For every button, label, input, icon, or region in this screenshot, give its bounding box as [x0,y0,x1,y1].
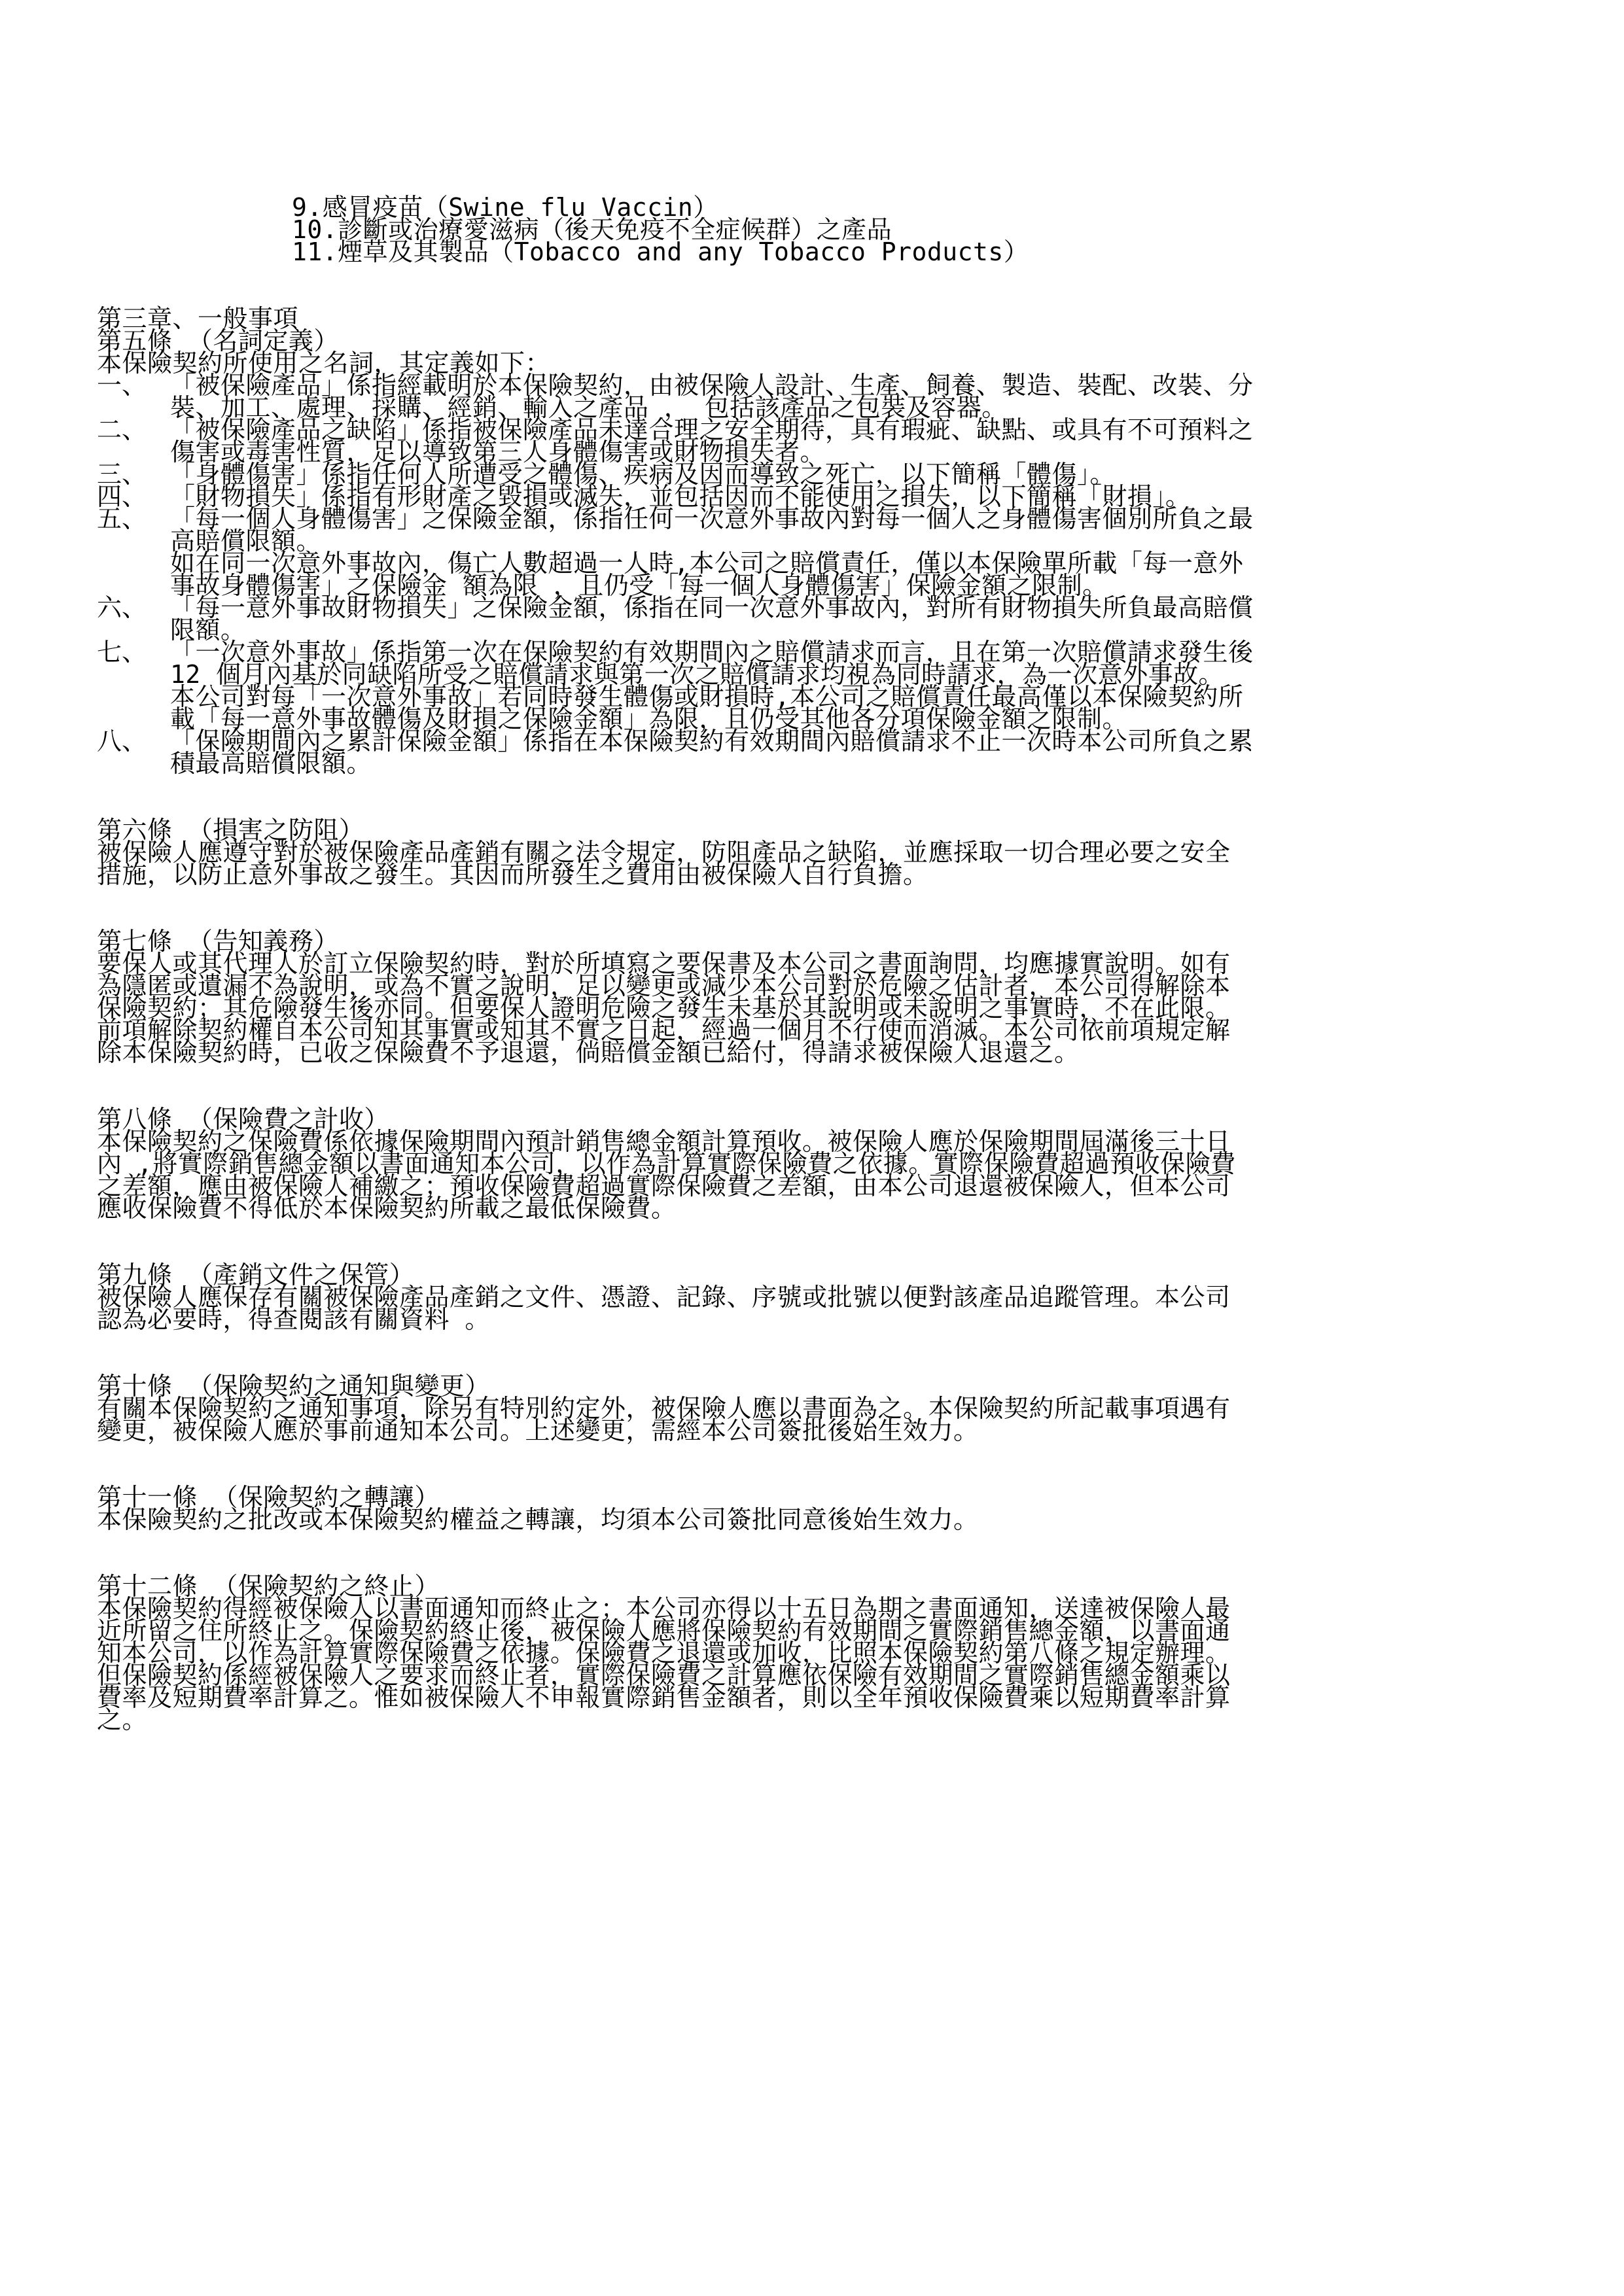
item-line: 載「每一意外事故體傷及財損之保險金額」為限，且仍受其他各分項保險金額之限制。 [170,704,1128,733]
article-line: 之差額，應由被保險人補繳之；預收保險費超過實際保險費之差額，由本公司退還被保險人，但本公司 [97,1172,1231,1200]
article-7 [97,927,1536,1067]
definition-item [97,371,1536,422]
definition-item [97,638,1536,733]
spacer [97,1064,1536,1108]
article-line: 本保險契約得經被保險人以書面通知而終止之；本公司亦得以十五日為期之書面通知，送達被保險人最 [97,1594,1231,1623]
item-marker: 二、 [97,415,147,444]
item-marker: 三、 [97,460,147,489]
document-page [97,193,1536,1734]
article-heading: 第六條 （損害之防阻） [97,816,364,844]
article-line: 保險契約；其危險發生後亦同。但要保人證明危險之發生未基於其說明或未說明之事實時，不在此限。 [97,994,1231,1022]
article-line: 知本公司，以作為計算實際保險費之依據。保險費之退還或加收，比照本保險契約第八條之規定辦理。 [97,1639,1231,1667]
spacer [97,774,1536,819]
item-line: 「保險期間內之累計保險金額」係指在本保險契約有效期間內賠償請求不止一次時本公司所負之累 [170,727,1254,756]
item-marker: 四、 [97,482,147,511]
definition-item [97,727,1536,778]
article-6 [97,816,1536,889]
article-line: 前項解除契約權自本公司知其事實或知其不實之日起，經過一個月不行使而消滅。本公司依前項規定解 [97,1016,1231,1045]
article-line: 應收保險費不得低於本保險契約所載之最低保險費。 [97,1194,677,1223]
spacer [97,1442,1536,1486]
article-heading: 第九條 （產銷文件之保管） [97,1261,415,1289]
spacer [97,263,1536,307]
article-line: 變更，被保險人應於事前通知本公司。上述變更，需經本公司簽批後始生效力。 [97,1416,979,1445]
spacer [97,1531,1536,1575]
item-marker: 一、 [97,371,147,400]
article-line: 要保人或其代理人於訂立保險契約時，對於所填寫之要保書及本公司之書面詢問，均應據實說明。如有 [97,949,1231,978]
list-item: 11.煙草及其製品（Tobacco and any Tobacco Products） [292,237,1029,266]
item-line: 「身體傷害」係指任何人所遭受之體傷、疾病及因而導致之死亡，以下簡稱「體傷」。 [170,460,1116,489]
item-line: 「被保險產品」係指經載明於本保險契約，由被保險人設計、生產、飼養、製造、裝配、改裝、分 [170,371,1254,400]
article-line: 費率及短期費率計算之。惟如被保險人不申報實際銷售金額者，則以全年預收保險費乘以短期費率計算 [97,1683,1231,1712]
item-line: 「一次意外事故」係指第一次在保險契約有效期間內之賠償請求而言，且在第一次賠償請求發生後 [170,638,1254,667]
list-item: 10.診斷或治療愛滋病（後天免疫不全症候群）之產品 [292,215,892,244]
article-line: 之。 [97,1705,148,1734]
article-intro: 本保險契約所使用之名詞，其定義如下： [97,349,551,377]
item-line: 限額。 [170,616,246,644]
article-8 [97,1105,1536,1223]
excluded-products-list [292,193,1536,266]
spacer [97,886,1536,930]
item-line: 12 個月內基於同缺陷所受之賠償請求與第一次之賠償請求均視為同時請求，為一次意外事故。 [170,660,1224,689]
article-line: 被保險人應遵守對於被保險產品產銷有關之法令規定，防阻產品之缺陷，並應採取一切合理必要之安全 [97,838,1231,867]
item-marker: 六、 [97,593,147,622]
article-line: 認為必要時，得查閱該有關資料 。 [97,1305,490,1334]
list-item: 9.感冒疫苗（Swine flu Vaccin） [292,193,718,222]
item-marker: 八、 [97,727,147,756]
item-line: 本公司對每「一次意外事故」若同時發生體傷或財損時,本公司之賠償責任最高僅以本保險契約所 [170,682,1244,711]
article-line: 本保險契約之批改或本保險契約權益之轉讓，均須本公司簽批同意後始生效力。 [97,1505,979,1534]
article-heading: 第八條 （保險費之計收） [97,1105,389,1134]
article-9 [97,1261,1536,1334]
article-5 [97,326,1536,778]
item-line: 「每一個人身體傷害」之保險金額，係指任何一次意外事故內對每一個人之身體傷害個別所負之最 [170,504,1254,533]
definition-item [97,415,1536,466]
item-marker: 七、 [97,638,147,667]
definition-item [97,504,1536,600]
chapter-heading: 第三章、一般事項 [97,304,299,333]
article-heading: 第十條 （保險契約之通知與變更） [97,1372,490,1400]
item-marker: 五、 [97,504,147,533]
article-12 [97,1572,1536,1734]
article-10 [97,1372,1536,1445]
item-line: 如在同一次意外事故內，傷亡人數超過一人時,本公司之賠償責任，僅以本保險單所載「每一意外 [170,549,1244,578]
definition-item [97,593,1536,644]
article-heading: 第十二條 （保險契約之終止） [97,1572,440,1601]
article-11 [97,1483,1536,1534]
article-line: 被保險人應保存有關被保險產品產銷之文件、憑證、記錄、序號或批號以便對該產品追蹤管理。本公司 [97,1283,1231,1312]
item-line: 「被保險產品之缺陷」係指被保險產品未達合理之安全期待，具有瑕疵、缺點、或具有不可預料之 [170,415,1254,444]
article-heading: 第七條 （告知義務） [97,927,339,956]
article-line: 但保險契約係經被保險人之要求而終止者，實際保險費之計算應依保險有效期間之實際銷售總金額乘以 [97,1661,1231,1690]
item-line: 「每一意外事故財物損失」之保險金額，係指在同一次意外事故內，對所有財物損失所負最高賠償 [170,593,1254,622]
item-line: 積最高賠償限額。 [170,749,372,778]
article-line: 除本保險契約時，已收之保險費不予退還，倘賠償金額已給付，得請求被保險人退還之。 [97,1038,1080,1067]
item-line: 裝、加工、處理、採購、經銷、輸入之產品 ， 包括該產品之包裝及容器。 [170,393,1007,422]
article-line: 近所留之住所終止之。保險契約終止後，被保險人應將保險契約有效期間之實際銷售總金額，以書面通 [97,1616,1231,1645]
article-line: 措施，以防止意外事故之發生。其因而所發生之費用由被保險人自行負擔。 [97,860,928,889]
article-heading: 第十一條 （保險契約之轉讓） [97,1483,440,1512]
item-line: 事故身體傷害」之保險金 額為限 ，且仍受「每一個人身體傷害」保險金額之限制。 [170,571,1108,600]
article-heading: 第五條 （名詞定義） [97,326,339,355]
article-line: 有關本保險契約之通知事項，除另有特別約定外，被保險人應以書面為之。本保險契約所記載事項遇有 [97,1394,1231,1423]
article-line: 內 ,將實際銷售總金額以書面通知本公司，以作為計算實際保險費之依據。實際保險費超過預收保險費 [97,1149,1236,1178]
article-line: 為隱匿或遺漏不為說明，或為不實之說明，足以變更或減少本公司對於危險之估計者，本公司得解除本 [97,971,1231,1000]
item-line: 傷害或毒害性質，足以導致第三人身體傷害或財物損失者。 [170,438,826,466]
item-line: 「財物損失」係指有形財產之毀損或滅失，並包括因而不能使用之損失，以下簡稱「財損」。 [170,482,1191,511]
item-line: 高賠償限額。 [170,527,322,555]
article-line: 本保險契約之保險費係依據保險期間內預計銷售總金額計算預收。被保險人應於保險期間屆滿後三十日 [97,1127,1231,1156]
spacer [97,1331,1536,1375]
spacer [97,1219,1536,1264]
